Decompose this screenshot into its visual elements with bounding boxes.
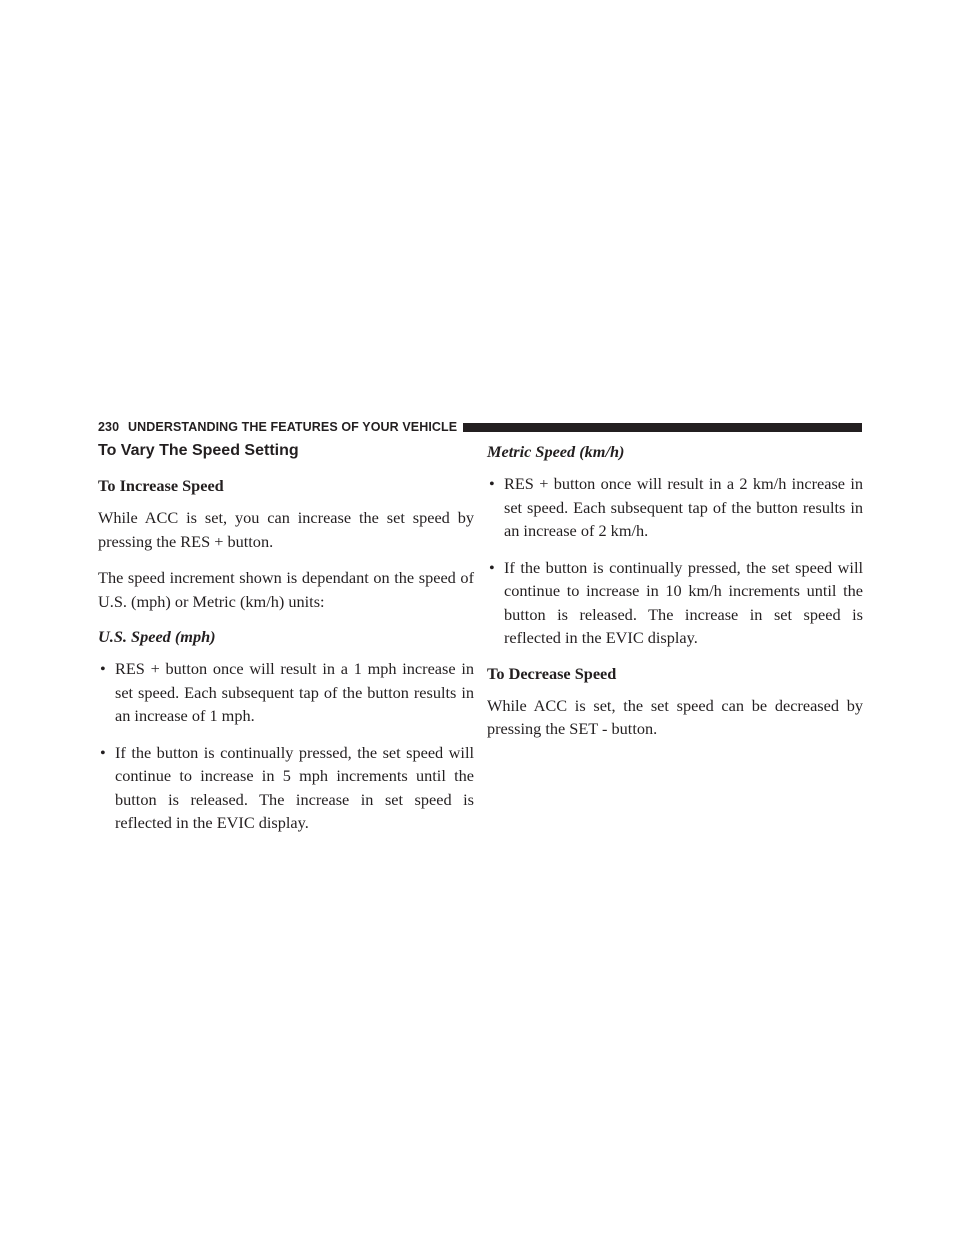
increase-speed-paragraph: While ACC is set, you can increase the set speed by pressing the RES + button. (98, 508, 474, 551)
page-number: 230 (98, 420, 120, 434)
bullet-icon: • (100, 742, 106, 762)
list-item (487, 556, 863, 650)
increase-speed-title: To Increase Speed (98, 476, 224, 495)
page-header (98, 419, 862, 435)
decrease-speed-paragraph: While ACC is set, the set speed can be decreased by pressing the SET - button. (487, 695, 863, 738)
list-item-text: RES + button once will result in a 1 mph increase in set speed. Each subsequent tap of the button results in an increase of 1 mph. (115, 659, 474, 725)
section-title: UNDERSTANDING THE FEATURES OF YOUR VEHICLE (128, 420, 458, 434)
bullet-icon: • (489, 557, 495, 577)
list-item (98, 657, 474, 728)
list-item-text: If the button is continually pressed, the set speed will continue to increase in 5 mph increments until the button is released. The increase in set speed is reflected in the EVIC display. (115, 742, 474, 832)
list-item-text: If the button is continually pressed, the set speed will continue to increase in 10 km/h increments until the button is released. The increase in set speed is reflected in the EVIC display. (504, 557, 863, 647)
decrease-speed-title: To Decrease Speed (487, 663, 617, 683)
header-rule (463, 423, 862, 432)
us-speed-title: U.S. Speed (mph) (98, 627, 216, 646)
metric-speed-title: Metric Speed (km/h) (487, 442, 625, 461)
bullet-icon: • (489, 474, 495, 493)
left-column (98, 440, 474, 848)
list-item-text: RES + button once will result in a 2 km/h increase in set speed. Each subsequent tap of the button results in an increase of 2 km/h. (504, 474, 863, 540)
us-speed-list (98, 657, 474, 835)
list-item (98, 741, 474, 835)
section-heading: To Vary The Speed Setting (98, 442, 299, 459)
metric-speed-list (487, 472, 863, 650)
list-item (487, 472, 863, 543)
speed-increment-paragraph: The speed increment shown is dependant on the speed of U.S. (mph) or Metric (km/h) units: (98, 568, 474, 611)
bullet-icon: • (100, 659, 106, 678)
right-column (487, 440, 863, 754)
